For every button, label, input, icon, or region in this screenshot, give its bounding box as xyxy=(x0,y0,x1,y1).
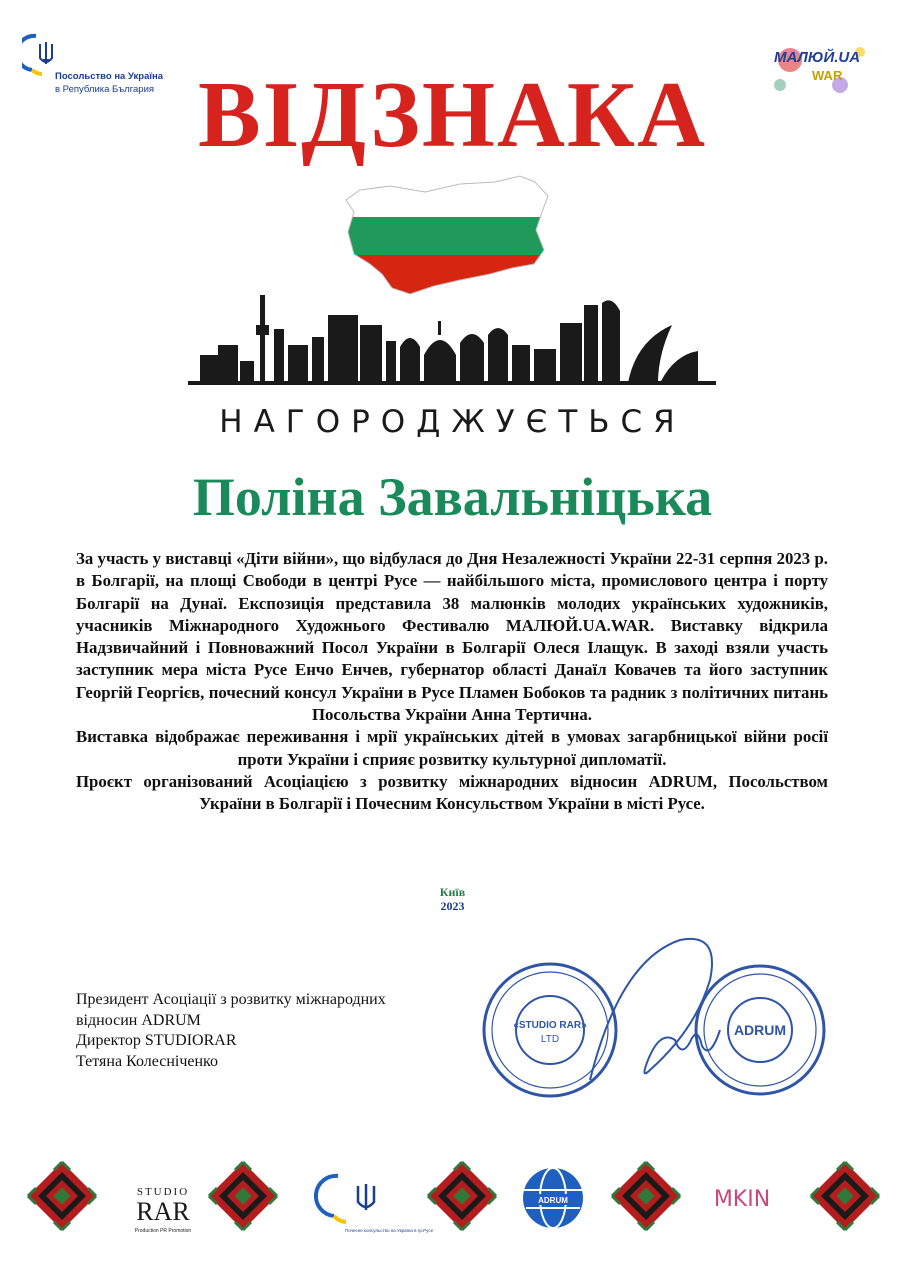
body-paragraph-2: Виставка відображає переживання і мрії українських дітей в умовах загарбницької війни росії проти України і сприяє розвитку культурної дипломатії. xyxy=(76,727,828,769)
signatory-block xyxy=(76,990,476,1072)
malyui-logo-text: МАЛЮЙ.UA xyxy=(774,49,861,66)
malyui-logo-war: WAR xyxy=(812,68,843,83)
adrum-globe-logo xyxy=(523,1168,583,1228)
svg-text:STUDIO: STUDIO xyxy=(136,1186,190,1198)
embassy-name-line2: в Република България xyxy=(55,84,155,95)
svg-text:Production PR Promotion: Production PR Promotion xyxy=(134,1228,192,1234)
embroidery-ornament-icon xyxy=(428,1162,496,1230)
awarded-label: НАГОРОДЖУЄТЬСЯ xyxy=(219,404,686,440)
embassy-name-line1: Посольство на Україна xyxy=(55,71,164,82)
place-and-year xyxy=(0,885,905,913)
body-paragraph-1: За участь у виставці «Діти війни», що відбулася до Дня Незалежності України 22-31 серпня 2023 р. в Болгарії, на площі Свободи в центрі Русе — найбільшого міста, промислового центра і порту Болгарії на Дунаї. Експозиція представила 38 малюнків молодих українських художників, учасників Міжнародного Художнього Фестивалю МАЛЮЙ.UA.WAR. Виставку відкрила Надзвичайний і Повноважний Посол України в Болгарії Олеся Ілащук. В заході взяли участь заступник мера міста Русе Енчо Енчев, губернатор області Данаїл Ковачев та його заступник Георгій Георгієв, почесний консул України в Русе Пламен Бобоков та радник з політичних питань Посольства України Анна Тертична. xyxy=(76,549,828,725)
year: 2023 xyxy=(440,899,465,913)
certificate-title: ВІДЗНАКА xyxy=(198,63,707,167)
signatory-line-1: Президент Асоціації з розвитку міжнародних xyxy=(76,991,386,1008)
city-skyline-silhouette xyxy=(188,285,716,385)
seals-and-signature xyxy=(470,920,840,1110)
place: Київ xyxy=(439,885,466,899)
svg-text:ADRUM: ADRUM xyxy=(538,1196,568,1205)
body-paragraph-3: Проєкт організований Асоціацією з розвитку міжнародних відносин ADRUM, Посольством України в Болгарії і Почесним Консульством України в місті Русе. xyxy=(76,771,828,814)
certificate-body xyxy=(76,548,828,816)
adrum-seal-text: ADRUM xyxy=(733,1022,787,1038)
mkin-logo: MKIN xyxy=(713,1187,771,1212)
footer-partners xyxy=(0,1150,905,1250)
signatory-line-2: відносин ADRUM xyxy=(76,1011,201,1029)
signatory-line-4: Тетяна Колесніченко xyxy=(76,1052,218,1070)
studio-rar-seal-text: «STUDIO RAR» xyxy=(513,1020,587,1031)
signatory-line-3: Директор STUDIORAR xyxy=(76,1032,237,1049)
studio-rar-seal xyxy=(484,964,616,1096)
embroidery-ornament-icon xyxy=(28,1162,96,1230)
svg-text:RAR: RAR xyxy=(136,1197,190,1226)
embroidery-ornament-icon xyxy=(209,1162,277,1230)
embroidery-ornament-icon xyxy=(811,1162,879,1230)
adrum-seal xyxy=(696,966,824,1094)
studio-rar-logo xyxy=(135,1186,192,1234)
honorary-consulate-logo xyxy=(316,1176,434,1233)
svg-text:Почесне консульство на Україна: Почесне консульство на Україна в гр.Русе xyxy=(345,1228,434,1233)
embroidery-ornament-icon xyxy=(612,1162,680,1230)
recipient-name: Поліна Завальніцька xyxy=(192,467,713,527)
studio-rar-seal-sub: LTD xyxy=(540,1034,560,1045)
